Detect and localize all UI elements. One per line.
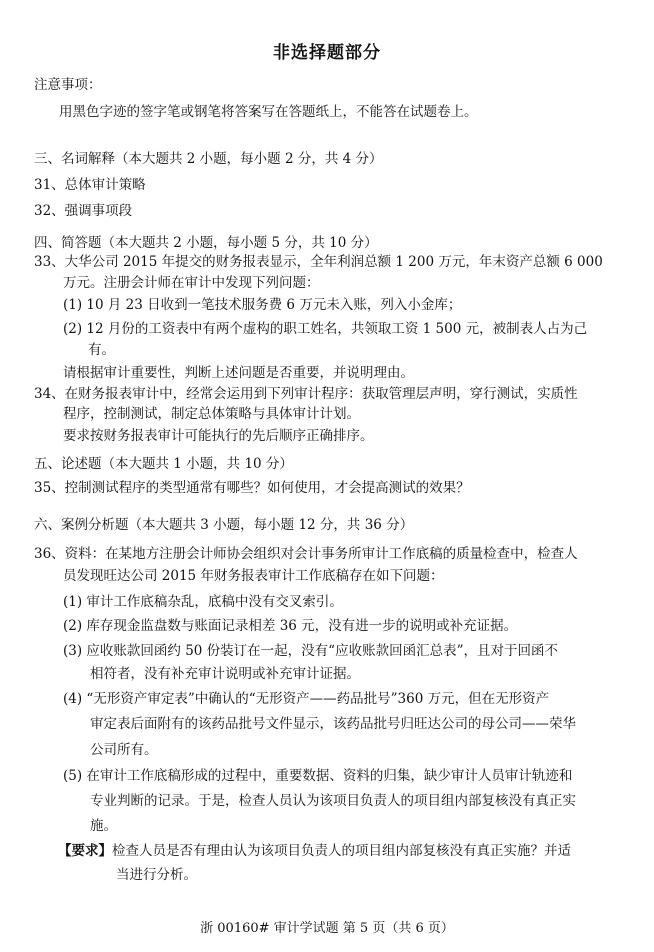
question-36-item-4-line-2: 审定表后面附有的该药品批号文件显示，该药品批号归旺达公司的母公司——荣华 bbox=[90, 716, 576, 732]
section-4-heading: 四、简答题（本大题共 2 小题，每小题 5 分，共 10 分） bbox=[34, 235, 378, 251]
question-36-item-5-line-2: 专业判断的记录。于是，检查人员认为该项目负责人的项目组内部复核没有真正实 bbox=[90, 793, 576, 809]
question-35: 35、控制测试程序的类型通常有哪些？如何使用，才会提高测试的效果？ bbox=[34, 480, 470, 496]
question-33-line-2: 万元。注册会计师在审计中发现下列问题： bbox=[63, 275, 320, 291]
question-33-requirement: 请根据审计重要性，判断上述问题是否重要，并说明理由。 bbox=[63, 365, 414, 381]
question-36-item-2: (2) 库存现金监盘数与账面记录相差 36 元，没有进一步的说明或补充证据。 bbox=[63, 618, 518, 634]
question-33-item-2-line-1: (2) 12 月份的工资表中有两个虚构的职工姓名，共领取工资 1 500 元，被制表人占为己 bbox=[63, 321, 588, 337]
question-36-item-4-line-1: (4) “无形资产审定表”中确认的“无形资产——药品批号”360 万元，但在无形资产 bbox=[63, 691, 550, 707]
section-5-heading: 五、论述题（本大题共 1 小题，共 10 分） bbox=[34, 456, 293, 472]
requirement-text: 检查人员是否有理由认为该项目负责人的项目组内部复核没有真正实施？并适 bbox=[112, 843, 571, 859]
notice-heading: 注意事项： bbox=[34, 77, 102, 93]
question-34-requirement: 要求按财务报表审计可能执行的先后顺序正确排序。 bbox=[63, 428, 374, 444]
question-36-item-4-line-3: 公司所有。 bbox=[90, 742, 158, 758]
question-32: 32、强调事项段 bbox=[34, 203, 133, 219]
question-33-item-2-line-2: 有。 bbox=[88, 342, 115, 358]
requirement-tag: 【要求】 bbox=[58, 843, 112, 859]
notice-text: 用黑色字迹的签字笔或钢笔将答案写在答题纸上，不能答在试题卷上。 bbox=[59, 104, 478, 120]
question-33-item-1: (1) 10 月 23 日收到一笔技术服务费 6 万元未入账，列入小金库； bbox=[63, 297, 462, 313]
question-36-item-1: (1) 审计工作底稿杂乱，底稿中没有交叉索引。 bbox=[63, 594, 343, 610]
question-34-line-1: 34、在财务报表审计中，经常会运用到下列审计程序：获取管理层声明，穿行测试，实质性 bbox=[34, 386, 578, 402]
question-36-item-5-line-3: 施。 bbox=[90, 818, 117, 834]
question-36-item-3-line-1: (3) 应收账款回函约 50 份装订在一起，没有“应收账款回函汇总表”，且对于回函不 bbox=[63, 643, 558, 659]
question-36-item-5-line-1: (5) 在审计工作底稿形成的过程中，重要数据、资料的归集，缺少审计人员审计轨迹和 bbox=[63, 768, 573, 784]
section-6-heading: 六、案例分析题（本大题共 3 小题，每小题 12 分，共 36 分） bbox=[34, 517, 414, 533]
question-31: 31、总体审计策略 bbox=[34, 177, 146, 193]
question-36-line-1: 36、资料：在某地方注册会计师协会组织对会计事务所审计工作底稿的质量检查中，检查人 bbox=[34, 546, 578, 562]
page-footer: 浙 00160# 审计学试题 第 5 页（共 6 页） bbox=[200, 921, 454, 936]
question-36-requirement-line-1 bbox=[58, 842, 571, 860]
page-title: 非选择题部分 bbox=[273, 43, 381, 63]
question-36-item-3-line-2: 相符者，没有补充审计说明或补充审计证据。 bbox=[90, 666, 360, 682]
section-3-heading: 三、名词解释（本大题共 2 小题，每小题 2 分，共 4 分） bbox=[34, 151, 383, 167]
question-34-line-2: 程序，控制测试，制定总体策略与具体审计计划。 bbox=[63, 406, 360, 422]
question-36-line-2: 员发现旺达公司 2015 年财务报表审计工作底稿存在如下问题： bbox=[63, 568, 444, 584]
question-33-line-1: 33、大华公司 2015 年提交的财务报表显示，全年利润总额 1 200 万元，年末资产总额 6 000 bbox=[34, 254, 603, 270]
question-36-requirement-line-2: 当进行分析。 bbox=[116, 867, 197, 883]
